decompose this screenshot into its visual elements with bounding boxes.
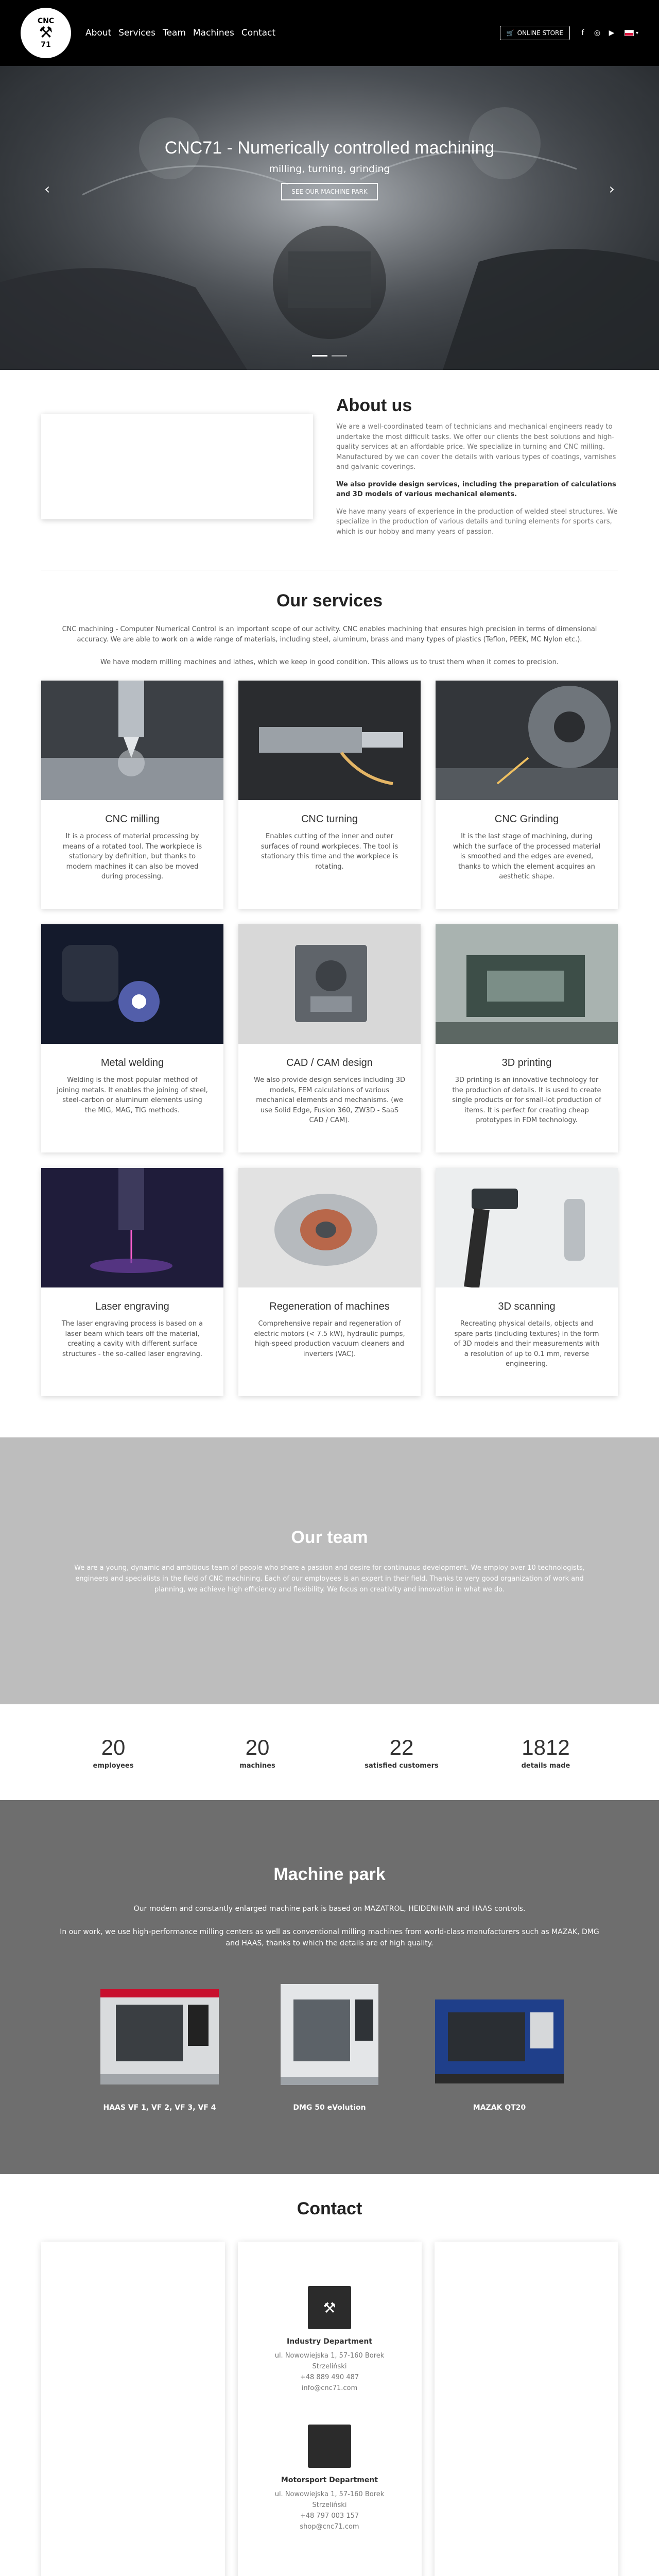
- services-lead-2: We have modern milling machines and lathes, which we keep in good condition. This allows us to trust them when it comes to precision.: [100, 658, 559, 667]
- slider-indicators: [0, 355, 659, 357]
- stat-number: 20: [245, 1735, 270, 1759]
- hero-slider: [0, 66, 659, 370]
- stat-machines: [185, 1735, 330, 1770]
- department-phone[interactable]: +48 889 490 487: [300, 2373, 359, 2381]
- header-social: [578, 28, 616, 38]
- service-card-cnc-milling: [41, 681, 223, 909]
- team-text: We are a young, dynamic and ambitious team of people who share a passion and desire for continuous development. We employ over 10 technologists, engineers and specialists in the field of CNC machining. Each of our employees is an expert in their field. Thanks to very good organization of work and planning, we achieve high efficiency and flexibility. We focus on creativity and innovation in what we do.: [74, 1564, 585, 1594]
- services-title: Our services: [276, 591, 383, 611]
- about-paragraph: We are a well-coordinated team of technicians and mechanical engineers ready to undertake the most difficult tasks. We offer our clients the best solutions and high-quality services at an affordable price. We specialize in turning and CNC milling. Manufactured by we can cover the details with various types of coatings, varnishes and galvanic coverings.: [336, 423, 616, 471]
- haas-machine-image: [85, 1969, 234, 2097]
- service-title: CNC milling: [105, 814, 160, 825]
- cart-icon: 🛒: [506, 29, 514, 37]
- hero-background-image: [0, 66, 659, 370]
- service-description: Enables cutting of the inner and outer surfaces of round workpieces. The tool is stationary this time and the workpiece is rotating.: [261, 833, 398, 871]
- machine-park-section: [0, 1800, 659, 2174]
- service-description: 3D printing is an innovative technology for the production of details. It is used to create single products or for small-lot production of items. It is perfect for creating cheap prototypes in FDM technology.: [452, 1076, 601, 1125]
- contact-card-main: [238, 2242, 422, 2576]
- cnc-milling-image: [41, 681, 223, 800]
- motorsport-logo-icon: [308, 2425, 351, 2468]
- stat-label: details made: [521, 1761, 570, 1770]
- department-name: Motorsport Department: [281, 2476, 378, 2485]
- service-title: CAD / CAM design: [286, 1057, 373, 1069]
- service-description: We also provide design services including 3D models, FEM calculations of various mechanical elements and mechanisms. (we use Solid Edge, Fusion 360, ZW3D - SaaS CAD / CAM).: [254, 1076, 405, 1125]
- slider-dot[interactable]: [312, 355, 327, 357]
- stat-number: 22: [389, 1735, 414, 1759]
- department-name: Industry Department: [286, 2337, 373, 2346]
- department-phone[interactable]: +48 797 003 157: [300, 2512, 359, 2520]
- machine-name: DMG 50 eVolution: [293, 2104, 366, 2112]
- youtube-icon[interactable]: ▶: [609, 29, 615, 37]
- services-lead: CNC machining - Computer Numerical Control is an important scope of our activity. CNC enables machining that ensures high precision in terms of dimensional accuracy. We are able to work on a wide range of materials, including steel, aluminum, brass and many types of plastics (Teflon, PEEK, MC Nylon etc.).: [62, 625, 597, 644]
- slider-prev-icon[interactable]: ‹: [44, 180, 50, 197]
- cnc-grinding-image: [436, 681, 618, 800]
- service-description: Welding is the most popular method of joining metals. It enables the joining of steel, steel-carbon or aluminum elements using the MIG, MAG, TIG methods.: [57, 1076, 208, 1114]
- online-store-button[interactable]: [500, 26, 570, 40]
- stat-details: [474, 1735, 618, 1770]
- hero-content: [0, 138, 659, 200]
- machine-mazak: [425, 1969, 574, 2112]
- logo-text-bottom: 71: [41, 41, 51, 49]
- about-paragraph: We have many years of experience in the production of welded steel structures. We specialize in the production of various details and tuning elements for sports cars, which is our hobby and many years of passion.: [336, 507, 618, 536]
- dmg-machine-image: [255, 1969, 404, 2097]
- contact-card-left: [41, 2242, 225, 2576]
- service-card-metal-welding: [41, 924, 223, 1153]
- contact-cards: [0, 2242, 659, 2576]
- service-card-laser-engraving: [41, 1168, 223, 1396]
- department-industry: [238, 2286, 422, 2394]
- service-card-cad-cam-design: [238, 924, 421, 1153]
- department-address-2: Strzeliński: [312, 2501, 347, 2510]
- machines-list: [0, 1969, 659, 2112]
- machine-park-title: Machine park: [273, 1865, 386, 1885]
- slider-next-icon[interactable]: ›: [609, 180, 615, 197]
- nav-machines[interactable]: Machines: [193, 28, 234, 38]
- service-description: Recreating physical details, objects and spare parts (including textures) in the form of 3D models and their measurements with a resolution of up to 0.1 mm, reverse engineering.: [454, 1320, 600, 1368]
- contact-title: Contact: [297, 2199, 362, 2219]
- about-paragraph-bold: We also provide design services, including the preparation of calculations and 3D models of various mechanical elements.: [336, 480, 616, 498]
- service-card-cnc-grinding: [436, 681, 618, 909]
- polish-flag-icon: [625, 30, 634, 36]
- service-card-3d-scanning: [436, 1168, 618, 1396]
- about-text: [336, 396, 618, 544]
- crossed-tools-icon: ⚒: [39, 24, 53, 42]
- cad-cam-image: [238, 924, 421, 1044]
- slider-dot[interactable]: [332, 355, 347, 357]
- nav-about[interactable]: About: [85, 28, 112, 38]
- team-section: [0, 1437, 659, 1704]
- stats-section: [0, 1704, 659, 1800]
- facebook-icon[interactable]: f: [581, 29, 584, 37]
- services-section: [0, 570, 659, 1396]
- service-description: It is a process of material processing by means of a rotated tool. The workpiece is stationary by definition, but thanks to modern machines it can also be moved during processing.: [62, 833, 202, 881]
- department-address-2: Strzeliński: [312, 2363, 347, 2371]
- language-selector[interactable]: [625, 30, 638, 36]
- service-title: Metal welding: [100, 1057, 164, 1069]
- service-card-3d-printing: [436, 924, 618, 1153]
- cnc-turning-image: [238, 681, 421, 800]
- laser-engraving-image: [41, 1168, 223, 1287]
- service-description: The laser engraving process is based on a laser beam which tears off the material, creating a cavity with different surface structures - the so-called laser engraving.: [61, 1320, 203, 1358]
- department-email[interactable]: info@cnc71.com: [301, 2384, 358, 2392]
- metal-welding-image: [41, 924, 223, 1044]
- nav-team[interactable]: Team: [162, 28, 186, 38]
- stat-label: satisfied customers: [365, 1761, 439, 1770]
- service-description: Comprehensive repair and regeneration of electric motors (< 7.5 kW), hydraulic pumps, high-speed production vacuum cleaners and inverters (VAC).: [254, 1320, 405, 1358]
- department-motorsport: [238, 2425, 422, 2532]
- mazak-machine-image: [425, 1969, 574, 2097]
- team-title: Our team: [291, 1528, 368, 1548]
- service-title: CNC turning: [301, 814, 358, 825]
- service-title: Regeneration of machines: [269, 1301, 390, 1313]
- stat-label: employees: [93, 1761, 134, 1770]
- department-address: ul. Nowowiejska 1, 57-160 Borek: [274, 2352, 385, 2360]
- machine-park-text: Our modern and constantly enlarged machine park is based on MAZATROL, HEIDENHAIN and HAAS controls.: [133, 1905, 526, 1913]
- stat-employees: [41, 1735, 185, 1770]
- contact-section: [0, 2174, 659, 2576]
- main-nav: [85, 28, 275, 38]
- 3d-printing-image: [436, 924, 618, 1044]
- service-title: 3D scanning: [498, 1301, 556, 1313]
- contact-card-right: [435, 2242, 618, 2576]
- nav-contact[interactable]: Contact: [241, 28, 276, 38]
- service-card-cnc-turning: [238, 681, 421, 909]
- machine-regeneration-image: [238, 1168, 421, 1287]
- service-card-machine-regeneration: [238, 1168, 421, 1396]
- service-title: CNC Grinding: [494, 814, 559, 825]
- machine-name: HAAS VF 1, VF 2, VF 3, VF 4: [103, 2104, 216, 2112]
- industry-logo-icon: ⚒: [308, 2286, 351, 2329]
- service-title: Laser engraving: [95, 1301, 169, 1313]
- stat-customers: [330, 1735, 474, 1770]
- service-title: 3D printing: [501, 1057, 552, 1069]
- chevron-down-icon: ▾: [635, 30, 638, 36]
- logo-text-top: CNC: [37, 17, 55, 25]
- department-address: ul. Nowowiejska 1, 57-160 Borek: [274, 2490, 385, 2499]
- header-actions: [500, 26, 638, 40]
- site-header: [0, 0, 659, 66]
- stat-label: machines: [239, 1761, 275, 1770]
- machine-name: MAZAK QT20: [473, 2104, 526, 2112]
- machine-haas: [85, 1969, 234, 2112]
- about-video-frame[interactable]: [41, 414, 313, 519]
- hero-title: CNC71 - Numerically controlled machining: [164, 138, 495, 158]
- 3d-scanning-image: [436, 1168, 618, 1287]
- stat-number: 20: [101, 1735, 126, 1759]
- department-email[interactable]: shop@cnc71.com: [300, 2522, 359, 2531]
- about-section: [0, 370, 659, 560]
- nav-services[interactable]: Services: [118, 28, 155, 38]
- instagram-icon[interactable]: ◎: [594, 29, 601, 37]
- stat-number: 1812: [522, 1735, 570, 1759]
- machine-park-button[interactable]: SEE OUR MACHINE PARK: [281, 183, 378, 200]
- online-store-label: ONLINE STORE: [517, 29, 563, 37]
- site-logo[interactable]: [21, 8, 71, 58]
- machine-dmg: [255, 1969, 404, 2112]
- machine-park-text: In our work, we use high-performance milling centers as well as conventional milling machines from world-class manufacturers such as MAZAK, DMG and HAAS, thanks to which the details are of high quality.: [60, 1927, 599, 1948]
- hero-subtitle: milling, turning, grinding: [269, 163, 390, 175]
- services-grid: [41, 681, 618, 1396]
- service-description: It is the last stage of machining, during which the surface of the processed material is smoothed and the edges are evened, thanks to which the element acquires an aesthetic shape.: [453, 833, 601, 881]
- about-title: About us: [336, 396, 412, 415]
